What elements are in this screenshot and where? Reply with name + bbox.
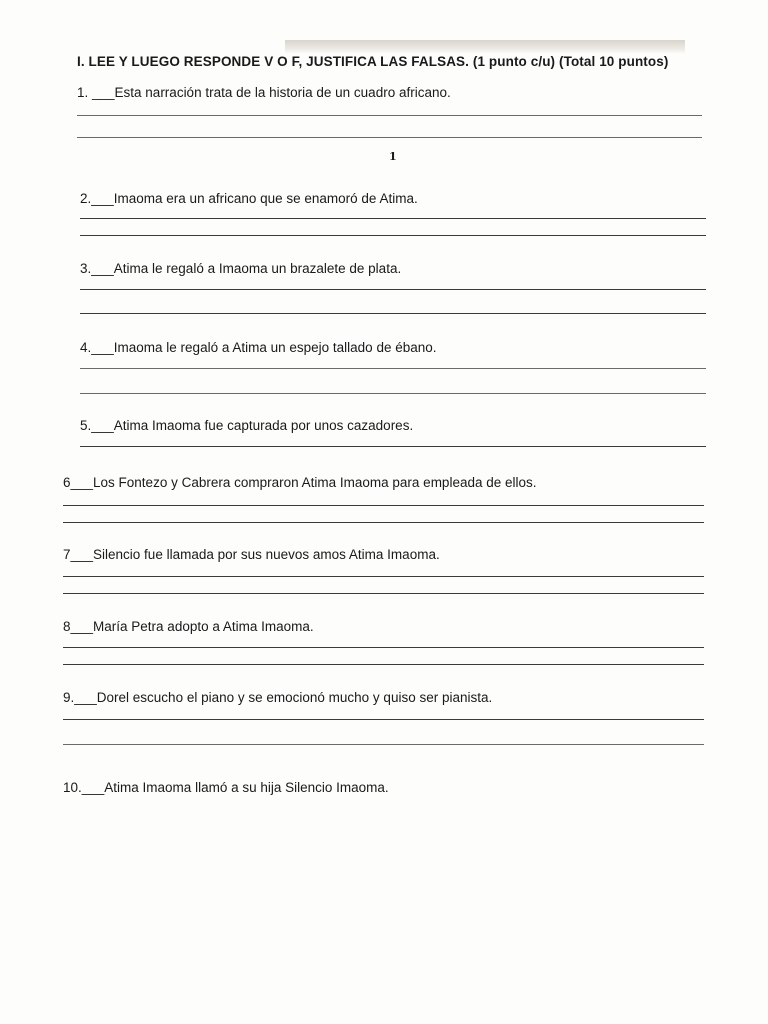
answer-line[interactable]	[63, 522, 704, 523]
question-9: 9.___Dorel escucho el piano y se emocionó mucho y quiso ser pianista.	[63, 690, 493, 705]
question-2: 2.___Imaoma era un africano que se enamoró de Atima.	[80, 191, 418, 206]
answer-line[interactable]	[77, 137, 702, 138]
answer-line[interactable]	[63, 505, 704, 506]
answer-line[interactable]	[63, 719, 704, 720]
question-4: 4.___Imaoma le regaló a Atima un espejo tallado de ébano.	[80, 340, 437, 355]
answer-line[interactable]	[63, 664, 704, 665]
worksheet-heading: I. LEE Y LUEGO RESPONDE V O F, JUSTIFICA LAS FALSAS. (1 punto c/u) (Total 10 puntos)	[77, 54, 669, 69]
answer-line[interactable]	[80, 393, 706, 394]
scan-shadow	[285, 40, 685, 54]
question-3: 3.___Atima le regaló a Imaoma un brazalete de plata.	[80, 261, 402, 276]
answer-line[interactable]	[80, 289, 706, 290]
answer-line[interactable]	[80, 235, 706, 236]
answer-line[interactable]	[63, 744, 704, 745]
answer-line[interactable]	[63, 647, 704, 648]
answer-line[interactable]	[80, 368, 706, 369]
question-8: 8___María Petra adopto a Atima Imaoma.	[63, 619, 314, 634]
answer-line[interactable]	[80, 446, 706, 447]
answer-line[interactable]	[80, 218, 706, 219]
question-6: 6___Los Fontezo y Cabrera compraron Atima Imaoma para empleada de ellos.	[63, 475, 537, 490]
page-number: 1	[389, 150, 397, 163]
question-10: 10.___Atima Imaoma llamó a su hija Silencio Imaoma.	[63, 780, 389, 795]
answer-line[interactable]	[63, 576, 704, 577]
question-5: 5.___Atima Imaoma fue capturada por unos cazadores.	[80, 418, 414, 433]
question-1: 1. ___Esta narración trata de la historia de un cuadro africano.	[77, 85, 451, 100]
question-7: 7___Silencio fue llamada por sus nuevos amos Atima Imaoma.	[63, 547, 440, 562]
answer-line[interactable]	[77, 115, 702, 116]
answer-line[interactable]	[63, 593, 704, 594]
answer-line[interactable]	[80, 313, 706, 314]
